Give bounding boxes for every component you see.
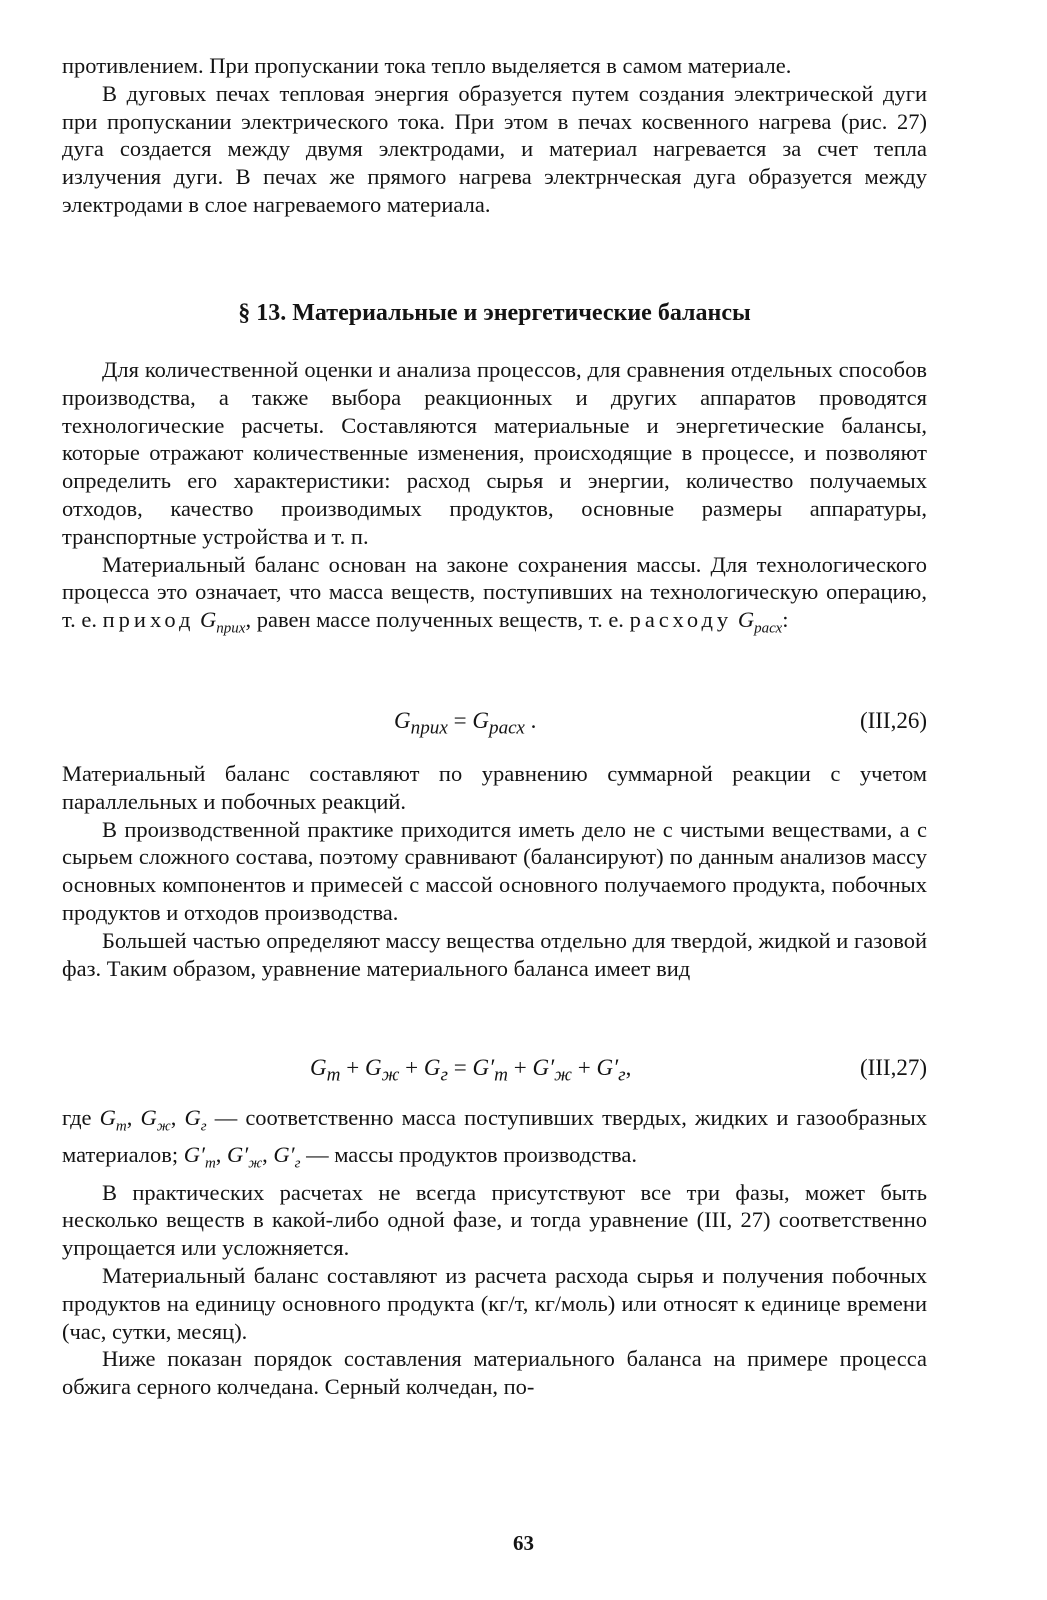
top-text-block [62,52,927,219]
term-expense: расходу [629,607,733,633]
paragraph-example: Ниже показан порядок составления материального баланса на примере процесса обжига серного колчедана. Серный колчедан, по- [62,1346,927,1400]
middle-text-block [62,356,927,643]
term-income: приход [102,607,195,633]
balance-text-3: : [782,607,789,633]
paragraph-balance-law [62,551,927,644]
balance-text-2: , равен массе полученных веществ, т. е. [245,607,624,633]
paragraph-units: Материальный баланс составляют из расчета расхода сырья и получения побочных продуктов на единицу основного продукта (кг/т, кг/моль) или относят к единице времени (час, сутки, месяц). [62,1262,927,1344]
equation-26-formula: $G_{прих} = G_{расх}$ . [394,708,537,739]
equation-26-number: (III,26) [859,708,927,733]
paragraph-continuation: противлением. При пропускании тока тепло выделяется в самом материале. [62,53,792,78]
paragraph-industrial-practice: В производственной практике приходится иметь дело не с чистыми веществами, а с сырьем сложного состава, поэтому сравнивают (балансируют) по данным анализов массу основных компонентов и примесей с массой основного получаемого продукта, побочных продуктов и отходов производства. [62,816,927,925]
paragraph-phases: Большей частью определяют массу вещества отдельно для твердой, жидкой и газовой фаз. Таким образом, уравнение материального баланса имеет вид [62,927,927,981]
equation-27-number: (III,27) [859,1055,927,1080]
text-block-after-eq26 [62,760,927,982]
bottom-text-block [62,1104,927,1401]
paragraph-summary-reaction: Материальный баланс составляют по уравнению суммарной реакции с учетом параллельных и побочных реакций. [62,761,927,814]
paragraph-intro: Для количественной оценки и анализа процессов, для сравнения отдельных способов производства, а также выбора реакционных и других аппаратов проводятся технологические расчеты. Составляются материальные и энергетические балансы, которые отражают количественные изменения, происходящие в процессе, и позволяют определить его характеристики: расход сырья и энергии, количество получаемых отходов, качество производимых продуктов, основные размеры аппаратуры, транспортные устройства и т. п. [62,357,927,549]
equation-27-formula: $G_т + G_ж + G_г = G'_т + G'_ж + G'_г$, [310,1055,632,1086]
paragraph-where: где $G_т$, $G_ж$, $G_г$ — соответственно масса поступивших твердых, жидких и газообразных материалов; $G'_т$, $G'_ж$, $G'_г$ — массы продуктов производства. [62,1105,927,1172]
section-heading: § 13. Материальные и энергетические балансы [238,300,751,326]
symbol-g-income: $G_{прих}$ [200,607,246,637]
paragraph-arc-furnaces: В дуговых печах тепловая энергия образуется путем создания электрической дуги при пропускании электрического тока. При этом в печах косвенного нагрева (рис. 27) дуга создается между двумя электродами, и материал нагревается за счет тепла излучения дуги. В печах же прямого нагрева электрнческая дуга образуется между электродами в слое нагреваемого материала. [62,80,927,217]
paragraph-practical-calc: В практических расчетах не всегда присутствуют все три фазы, может быть несколько веществ в какой-либо одной фазе, и тогда уравнение (III, 27) соответственно упрощается или усложняется. [62,1179,927,1261]
symbol-g-expense: $G_{расх}$ [737,607,783,637]
balance-text-1: Материальный баланс основан на законе сохранения массы. Для технологического процесса это означает, что масса веществ, поступивших на технологическую операцию, т. е. [62,551,927,633]
page-number: 63 [513,1531,534,1555]
